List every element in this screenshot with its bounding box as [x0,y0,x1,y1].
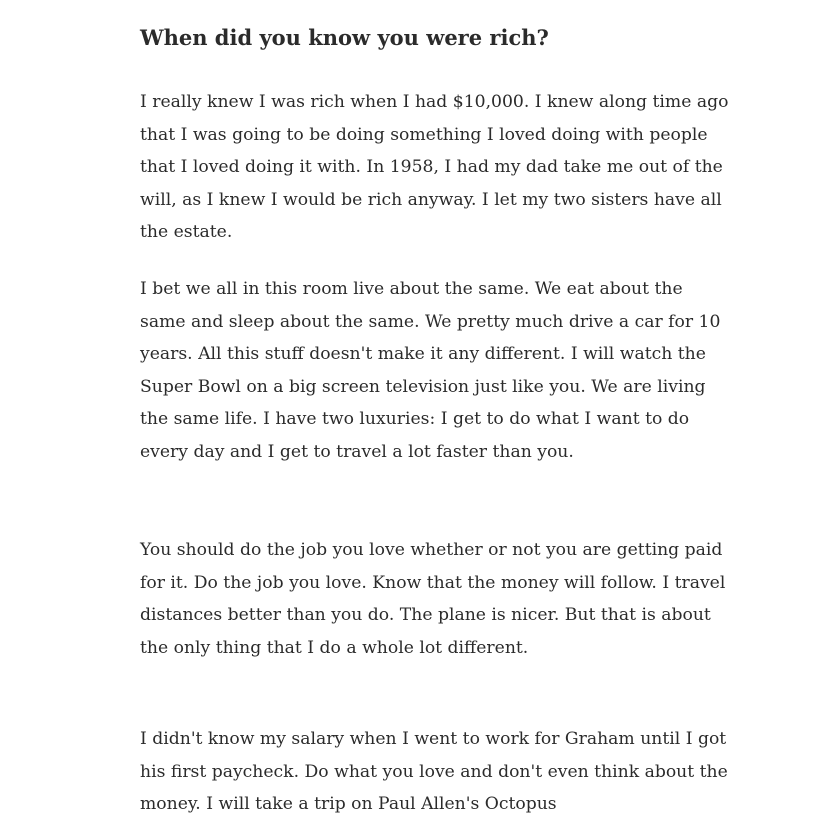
article-paragraph: I didn't know my salary when I went to work for Graham until I got his first paycheck. Do what you love and don't even think about the money. I will take a trip on Paul Allen's Octopus [140,729,728,814]
article-paragraph: You should do the job you love whether or not you are getting paid for it. Do the job you love. Know that the money will follow. I travel distances better than you do. The plane is nicer. But that is about the only thing that I do a whole lot different. [140,540,726,658]
article-heading: When did you know you were rich? [140,25,549,50]
article-paragraph: I bet we all in this room live about the same. We eat about the same and sleep about the same. We pretty much drive a car for 10 years. All this stuff doesn't make it any different. I will watch the Super Bowl on a big screen television just like you. We are living the same life. I have two luxuries: I get to do what I want to do every day and I get to travel a lot faster than you. [140,279,721,462]
article-body [140,22,740,814]
article-paragraph: I really knew I was rich when I had $10,000. I knew along time ago that I was going to be doing something I loved doing with people that I loved doing it with. In 1958, I had my dad take me out of the will, as I knew I would be rich anyway. I let my two sisters have all the estate. [140,92,729,242]
